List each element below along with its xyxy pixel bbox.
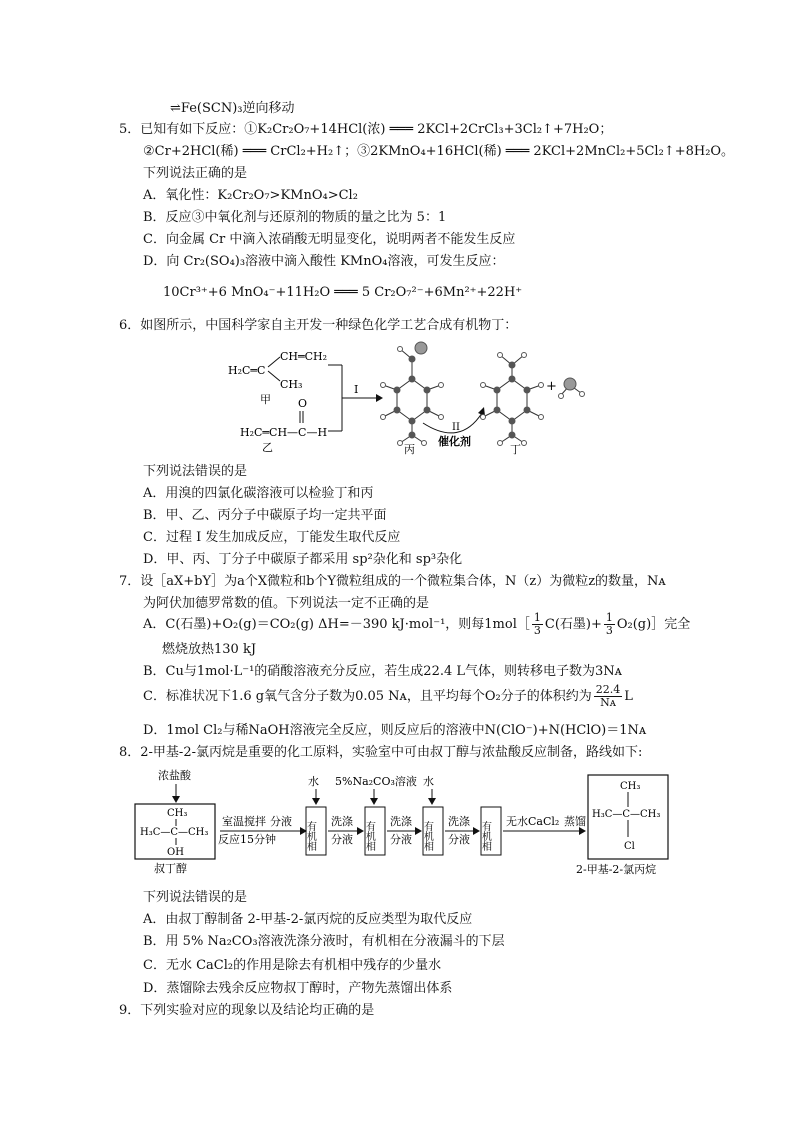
q7-c-unit: L [624, 689, 633, 704]
yi-oxygen: O [298, 397, 308, 410]
cacl2-label: 无水CaCl₂ [506, 815, 560, 828]
water1-label: 水 [308, 775, 319, 788]
q8-option-d: D．蒸馏除去残余反应物叔丁醇时，产物先蒸馏出体系 [143, 981, 453, 996]
previous-question-tail: ⇌Fe(SCN)₃逆向移动 [170, 101, 295, 116]
jia-formula-methyl: CH₃ [280, 378, 303, 391]
org-4-label: 有机相 [479, 821, 491, 851]
bing-label: 丙 [404, 443, 415, 456]
hcl-label: 浓盐酸 [158, 769, 191, 782]
q6-prompt: 下列说法错误的是 [143, 464, 248, 479]
q7-option-b: B．Cu与1mol·L⁻¹的硝酸溶液充分反应，若生成22.4 L气体，则转移电子数为3Nᴀ [143, 664, 622, 679]
wash3b-label: 分液 [448, 833, 470, 846]
q8-stem: 8．2-甲基-2-氯丙烷是重要的化工原料，实验室中可由叔丁醇与浓盐酸反应制备，路线如下: [119, 745, 643, 760]
plus-sign: + [546, 379, 557, 394]
q7-c-part1: C．标准状况下1.6 g氧气含分子数为0.05 Nᴀ，且平均每个O₂分子的体积约为 [143, 689, 592, 704]
q8-option-c: C．无水 CaCl₂的作用是除去有机相中残存的少量水 [143, 958, 442, 973]
water-oxygen-atom [564, 378, 576, 390]
org-1-label: 有机相 [304, 821, 316, 851]
prod-ch3: CH₃ [620, 781, 641, 792]
tbu-mid: H₃C—C—CH₃ [140, 827, 209, 838]
water2-label: 水 [423, 775, 434, 788]
product-label: 2-甲基-2-氯丙烷 [576, 863, 657, 876]
react-label: 反应15分钟 [218, 833, 276, 846]
tbu-label: 叔丁醇 [154, 862, 187, 875]
q7-option-a-line2: 燃烧放热130 kJ [162, 642, 257, 657]
jia-formula-left: H₂C═C [228, 364, 266, 377]
q7-a-part2: C(石墨)+ [544, 617, 602, 632]
prod-cl: Cl [624, 841, 635, 852]
q5-stem-line2: ②Cr+2HCl(稀) ═══ CrCl₂+H₂↑；③2KMnO₄+16HCl(稀) ═══ 2KCl+2MnCl₂+5Cl₂↑+8H₂O。 [143, 144, 735, 159]
catalyst-label: 催化剂 [438, 435, 471, 448]
q5-option-a: A．氧化性：K₂Cr₂O₇>KMnO₄>Cl₂ [143, 188, 358, 203]
q5-option-b: B．反应③中氧化剂与还原剂的物质的量之比为 5：1 [143, 210, 447, 225]
jia-formula-top: CH═CH₂ [280, 350, 328, 363]
yi-label: 乙 [262, 441, 273, 454]
q8-flow-diagram [130, 765, 710, 880]
q6-option-c: C．过程 I 发生加成反应，丁能发生取代反应 [143, 530, 401, 545]
q7-a-part1: A．C(石墨)+O₂(g)＝CO₂(g) ΔH=－390 kJ·mol⁻¹，则每1mol［ [143, 617, 530, 632]
org-3-label: 有机相 [421, 821, 433, 851]
q6-stem: 6．如图所示，中国科学家自主开发一种绿色化学工艺合成有机物丁： [119, 318, 518, 333]
q7-option-c [143, 684, 633, 709]
stir-label: 室温搅拌 [222, 815, 266, 828]
q5-stem-line1: 5．已知有如下反应：①K₂Cr₂O₇+14HCl(浓) ═══ 2KCl+2CrCl₃+3Cl₂↑+7H₂O； [119, 122, 613, 137]
bing-oxygen-atom [415, 342, 427, 354]
distill-label: 蒸馏 [564, 815, 586, 828]
q8-option-a: A．由叔丁醇制备 2-甲基-2-氯丙烷的反应类型为取代反应 [143, 912, 473, 927]
yi-formula: H₂C═CH—C—H [240, 426, 328, 439]
step-i-label: I [354, 383, 359, 396]
na2co3-label: 5%Na₂CO₃溶液 [335, 775, 417, 788]
q8-option-b: B．用 5% Na₂CO₃溶液洗涤分液时，有机相在分液漏斗的下层 [143, 934, 505, 949]
q7-stem-line1: 7．设［aX+bY］为a个X微粒和b个Y微粒组成的一个微粒集合体，N（z）为微粒z的数量，Nᴀ [119, 574, 666, 589]
prod-mid: H₃C—C—CH₃ [592, 809, 661, 820]
wash2b-label: 分液 [390, 833, 412, 846]
q5-prompt: 下列说法正确的是 [143, 166, 248, 181]
q5-option-d-equation: 10Cr³⁺+6 MnO₄⁻+11H₂O ═══ 5 Cr₂O₇²⁻+6Mn²⁺+22H⁺ [163, 285, 523, 300]
q7-a-fraction1: $\frac{1}{3}$ [533, 611, 541, 637]
wash1a-label: 洗涤 [331, 815, 353, 828]
q6-option-a: A．用溴的四氯化碳溶液可以检验丁和丙 [143, 486, 374, 501]
q7-option-a-line1 [143, 612, 690, 637]
wash2a-label: 洗涤 [390, 815, 412, 828]
q5-option-c: C．向金属 Cr 中滴入浓硝酸无明显变化，说明两者不能发生反应 [143, 232, 516, 247]
q7-c-fraction: $\frac{22.4}{\text{Nᴀ}}$ [595, 683, 621, 709]
org-2-label: 有机相 [363, 821, 375, 851]
q8-prompt: 下列说法错误的是 [143, 890, 248, 905]
jia-bond-up [268, 357, 280, 367]
jia-bond-down [268, 371, 280, 381]
tbu-ch3: CH₃ [167, 808, 188, 819]
q7-stem-line2: 为阿伏加德罗常数的值。下列说法一定不正确的是 [143, 596, 430, 611]
q7-a-fraction2: $\frac{1}{3}$ [605, 611, 613, 637]
jia-label: 甲 [260, 393, 271, 406]
q6-option-d: D．甲、丙、丁分子中碳原子都采用 sp²杂化和 sp³杂化 [143, 552, 463, 567]
q6-option-b: B．甲、乙、丙分子中碳原子均一定共平面 [143, 508, 387, 523]
wash3a-label: 洗涤 [448, 815, 470, 828]
q7-a-part3: O₂(g)］完全 [616, 617, 691, 632]
q7-option-d: D．1mol Cl₂与稀NaOH溶液完全反应，则反应后的溶液中N(ClO⁻)+N(HClO)＝1Nᴀ [143, 723, 647, 738]
sep1-label: 分液 [270, 815, 292, 828]
q6-reaction-figure [220, 335, 640, 460]
q5-option-d: D．向 Cr₂(SO₄)₃溶液中滴入酸性 KMnO₄溶液，可发生反应： [143, 254, 505, 269]
ding-label: 丁 [510, 443, 521, 456]
q9-stem: 9．下列实验对应的现象以及结论均正确的是 [119, 1003, 375, 1018]
bing-molecule [383, 349, 441, 443]
tbu-oh: OH [167, 847, 184, 858]
step-ii-label: II [452, 422, 460, 433]
wash1b-label: 分液 [331, 833, 353, 846]
